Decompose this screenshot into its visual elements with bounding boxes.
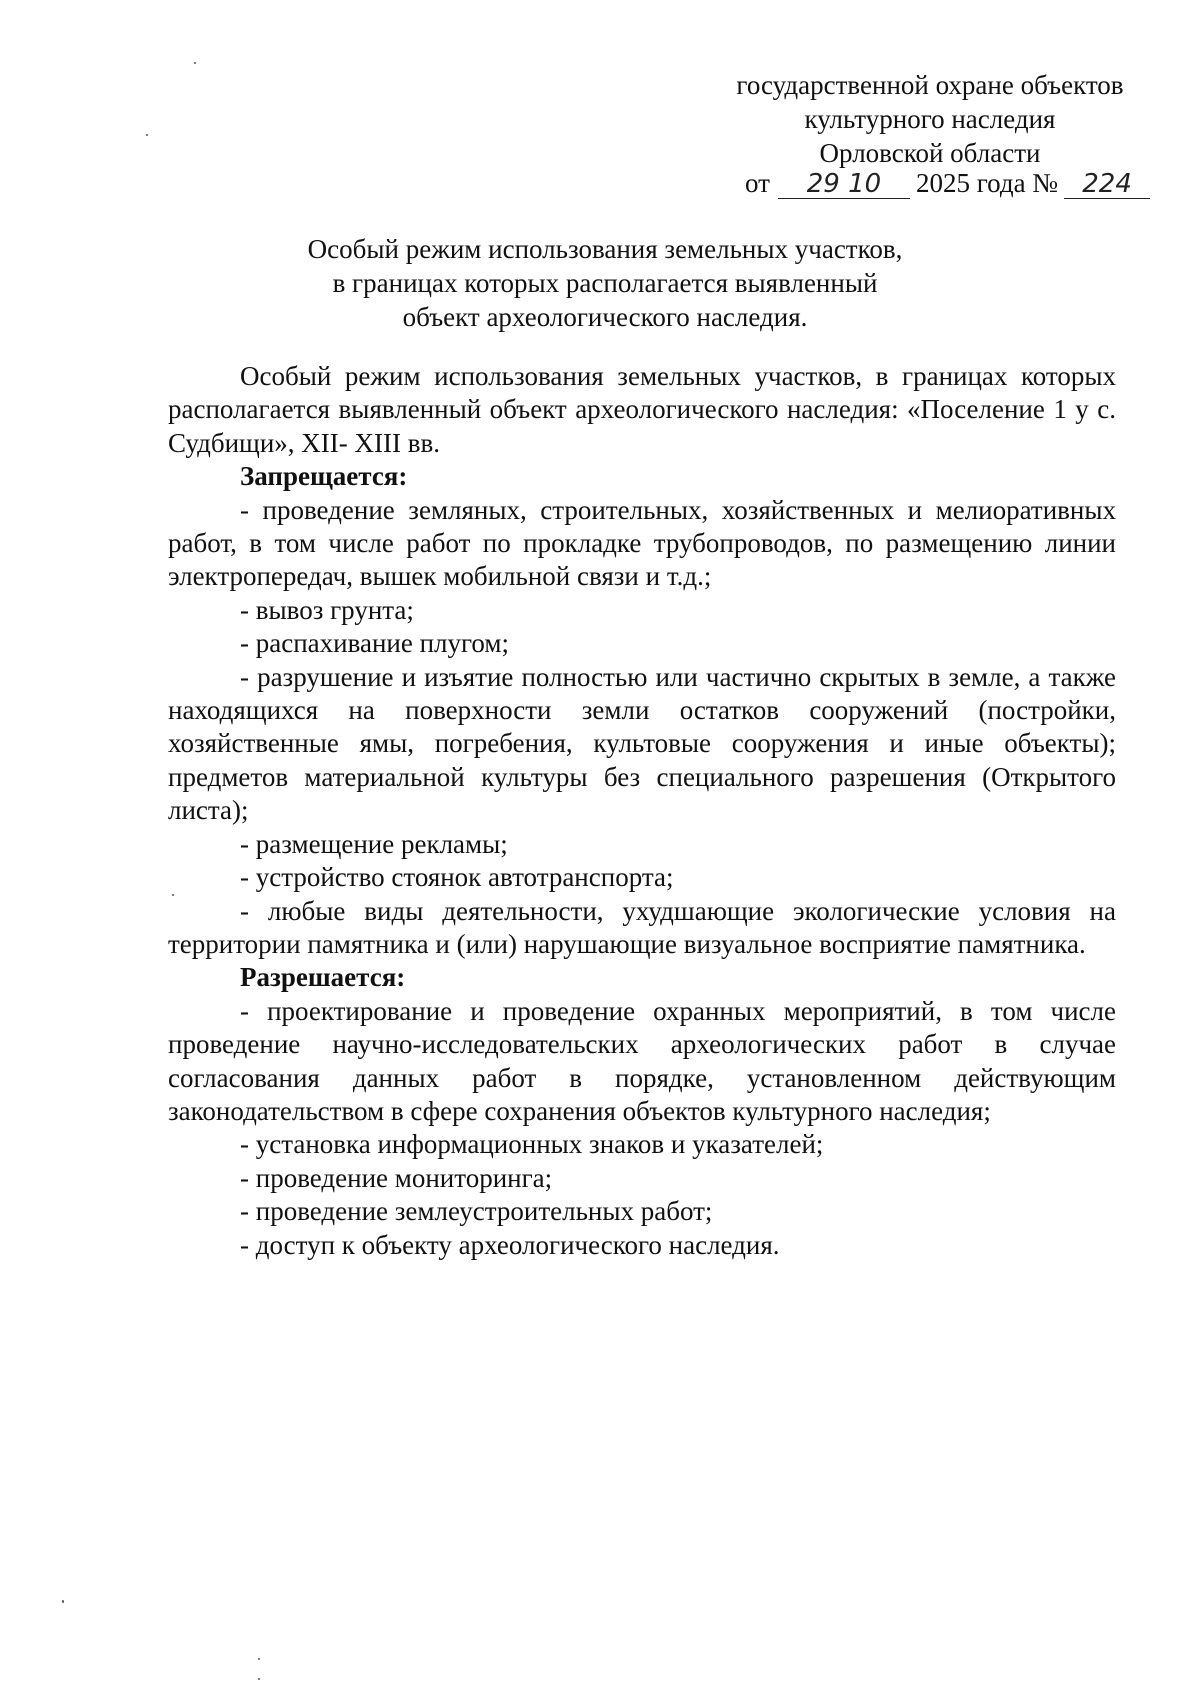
title-line: объект археологического наследия. [402,302,808,332]
prohibited-item: - размещение рекламы; [240,828,508,859]
scan-speck [146,134,148,136]
prohibited-item: - разрушение и изъятие полностью или частично скрытых в земле, а также находящихся на поверхности земли остатков сооружений (постройки, хозяйственные ямы, погребения, культовые сооружения и иные объекты); предметов материальной культуры без специального разрешения (Открытого листа); [168,661,1116,826]
date-prefix: от [745,168,770,198]
scan-speck [172,894,174,896]
scan-speck [194,62,196,64]
scan-speck [258,1658,260,1660]
document-body [168,360,1116,1262]
allowed-item: - проектирование и проведение охранных мероприятий, в том числе проведение научно-исследовательских археологических работ в случае согласования данных работ в порядке, установленном действующим законодательством в сфере сохранения объектов культурного наследия; [168,995,1116,1126]
title-line: в границах которых располагается выявленный [332,268,878,298]
allowed-item: - установка информационных знаков и указателей; [240,1129,824,1160]
prohibited-item: - распахивание плугом; [240,628,509,659]
intro-paragraph: Особый режим использования земельных участков, в границах которых располагается выявленный объект археологического наследия: «Поселение 1 у с. Судбищи», XII- XIII вв. [168,361,1116,458]
prohibited-item: - устройство стоянок автотранспорта; [240,862,674,893]
prohibited-heading: Запрещается: [240,461,408,492]
allowed-heading: Разрешается: [240,962,406,993]
header-line: государственной охране объектов [736,70,1124,100]
scan-speck [62,1600,64,1603]
year-text: 2025 года № [915,168,1059,198]
handwritten-number: 224 [1064,170,1150,199]
prohibited-item: - вывоз грунта; [240,594,414,625]
prohibited-item: - проведение земляных, строительных, хозяйственных и мелиоративных работ, в том числе работ по прокладке трубопроводов, по размещению линии электропередач, вышек мобильной связи и т.д.; [168,494,1116,592]
date-number-line [745,166,1150,200]
allowed-item: - проведение землеустроительных работ; [240,1196,713,1227]
document-title [240,232,970,334]
header-block [700,68,1160,170]
allowed-item: - проведение мониторинга; [240,1162,553,1193]
prohibited-item: - любые виды деятельности, ухудшающие экологические условия на территории памятника и (или) нарушающие визуальное восприятие памятника. [168,895,1116,959]
header-line: Орловской области [819,138,1041,168]
title-line: Особый режим использования земельных участков, [307,234,903,264]
scan-speck [258,1678,260,1680]
header-line: культурного наследия [804,104,1056,134]
handwritten-date: 29 10 [778,170,910,199]
allowed-item: - доступ к объекту археологического наследия. [240,1229,780,1260]
